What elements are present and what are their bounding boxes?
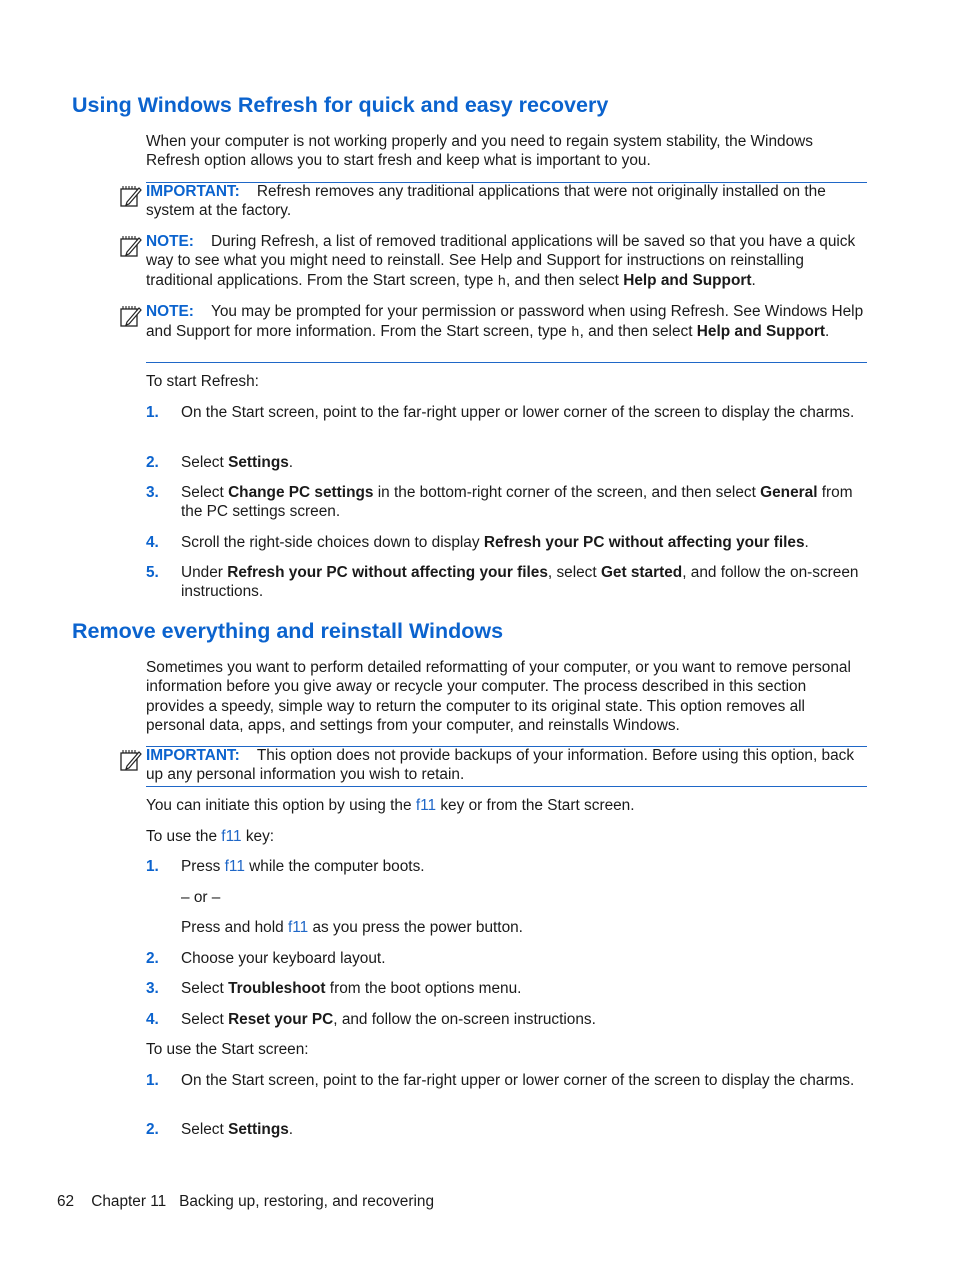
step-bold: Settings — [228, 1121, 289, 1138]
important-label: IMPORTANT: — [146, 747, 240, 764]
step-number: 2. — [146, 950, 159, 967]
note-text: , and then select — [506, 271, 624, 289]
step-bold: Change PC settings — [228, 484, 374, 501]
step-number: 4. — [146, 1011, 159, 1028]
start-refresh-label: To start Refresh: — [146, 373, 259, 390]
step-bold: Get started — [600, 564, 683, 581]
important-refresh — [146, 182, 867, 221]
step-text: in the bottom-right corner of the screen, and then select — [373, 484, 761, 501]
step-text: On the Start screen, point to the far-right upper or lower corner of the screen to display the charms. — [181, 1072, 855, 1089]
note-refresh-permission — [146, 302, 867, 343]
or-separator: – or – — [181, 889, 221, 906]
note-pencil-icon — [119, 304, 143, 328]
page-number: 62 — [57, 1193, 75, 1210]
step-text: from the PC settings screen. — [181, 484, 853, 521]
key-name: f11 — [415, 797, 437, 814]
note-refresh-list — [146, 232, 867, 292]
key-name: f11 — [287, 919, 309, 936]
note-bold: Help and Support — [623, 271, 752, 289]
note-text: During Refresh, a list of removed traditional applications will be saved so that you have a quick way to see what you might need to reinstall. See Help and Support for instructions on reinstalling traditional applications. From the Start screen, type — [146, 233, 856, 289]
note-text: , and then select — [579, 323, 697, 340]
step-text: Select — [181, 1121, 229, 1138]
step-text: while the computer boots. — [244, 858, 425, 875]
note-text: You may be prompted for your permission or password when using Refresh. See Windows Help and Support for more information. From the Start screen, type — [146, 303, 864, 340]
step-text: , select — [547, 564, 601, 581]
notes-bottom-rule — [146, 362, 867, 363]
note-text: . — [825, 323, 830, 340]
step-text: . — [288, 1121, 294, 1138]
step-text: Select — [181, 980, 229, 997]
step-text: . — [288, 454, 294, 471]
section-heading-refresh: Using Windows Refresh for quick and easy recovery — [72, 93, 609, 117]
step-number: 4. — [146, 534, 159, 551]
note-pencil-icon — [119, 184, 143, 208]
section-heading-reinstall: Remove everything and reinstall Windows — [72, 619, 504, 643]
step-text: , and follow the on-screen instructions. — [333, 1011, 596, 1028]
step-text: . — [804, 534, 809, 551]
note-pencil-icon — [119, 748, 143, 772]
step-text: Scroll the right-side choices down to display — [181, 534, 484, 551]
initiate-text — [146, 796, 866, 815]
step-number: 3. — [146, 980, 159, 997]
step-text: Press — [181, 858, 225, 875]
step-bold: Settings — [228, 454, 289, 471]
use-start-label: To use the Start screen: — [146, 1041, 309, 1058]
step-number: 1. — [146, 1072, 159, 1089]
refresh-intro: When your computer is not working properly and you need to regain system stability, the Windows Refresh option allows you to start fresh and keep what is important to you. — [146, 133, 813, 170]
step-bold: Refresh your PC without affecting your files — [227, 564, 548, 581]
step-bold: Refresh your PC without affecting your files — [483, 534, 805, 551]
step-bold: General — [760, 484, 818, 501]
note-bold: Help and Support — [696, 323, 826, 340]
chapter-label: Chapter 11 — [91, 1193, 167, 1210]
note-code: h — [571, 325, 580, 341]
step-text: Choose your keyboard layout. — [181, 950, 386, 967]
key-name: f11 — [221, 828, 242, 845]
important-bottom-rule — [146, 786, 867, 787]
important-text: Refresh removes any traditional applications that were not originally installed on the system at the factory. — [146, 183, 826, 220]
step-number: 1. — [146, 858, 159, 875]
step-text: Press and hold — [181, 919, 288, 936]
step-text: Under — [181, 564, 228, 581]
step-text: Select — [181, 1011, 229, 1028]
key-name: f11 — [224, 858, 245, 875]
step-text: as you press the power button. — [308, 919, 523, 936]
chapter-title: Backing up, restoring, and recovering — [179, 1193, 435, 1210]
step-number: 3. — [146, 484, 159, 501]
step-number: 2. — [146, 1121, 159, 1138]
important-reinstall — [146, 746, 867, 785]
step-number: 5. — [146, 564, 159, 581]
important-label: IMPORTANT: — [146, 183, 240, 200]
step-text: Select — [181, 454, 229, 471]
note-label: NOTE: — [146, 303, 194, 320]
step-number: 2. — [146, 454, 159, 471]
step-text: , and follow the on-screen instructions. — [181, 564, 859, 601]
step-text: On the Start screen, point to the far-right upper or lower corner of the screen to display the charms. — [181, 404, 855, 421]
note-code: h — [497, 273, 506, 290]
para-text: key: — [241, 828, 275, 845]
para-text: key or from the Start screen. — [436, 797, 635, 814]
reinstall-intro: Sometimes you want to perform detailed reformatting of your computer, or you want to remove personal information before you give away or recycle your computer. The process described in this section provides a speedy, simple way to return the computer to its original state. This option removes all personal data, apps, and settings from your computer, and reinstalls Windows. — [146, 659, 851, 734]
step-number: 1. — [146, 404, 159, 421]
note-label: NOTE: — [146, 233, 194, 250]
step-text: from the boot options menu. — [325, 980, 522, 997]
step-bold: Reset your PC — [228, 1011, 334, 1028]
step-bold: Troubleshoot — [228, 980, 326, 997]
para-text: You can initiate this option by using the — [146, 797, 416, 814]
note-pencil-icon — [119, 234, 143, 258]
page-footer — [57, 1192, 434, 1211]
important-text: This option does not provide backups of your information. Before using this option, back up any personal information you wish to retain. — [146, 747, 855, 784]
note-text: . — [751, 271, 756, 289]
para-text: To use the — [146, 828, 222, 845]
step-text: Select — [181, 484, 229, 501]
use-key-label — [146, 827, 866, 846]
